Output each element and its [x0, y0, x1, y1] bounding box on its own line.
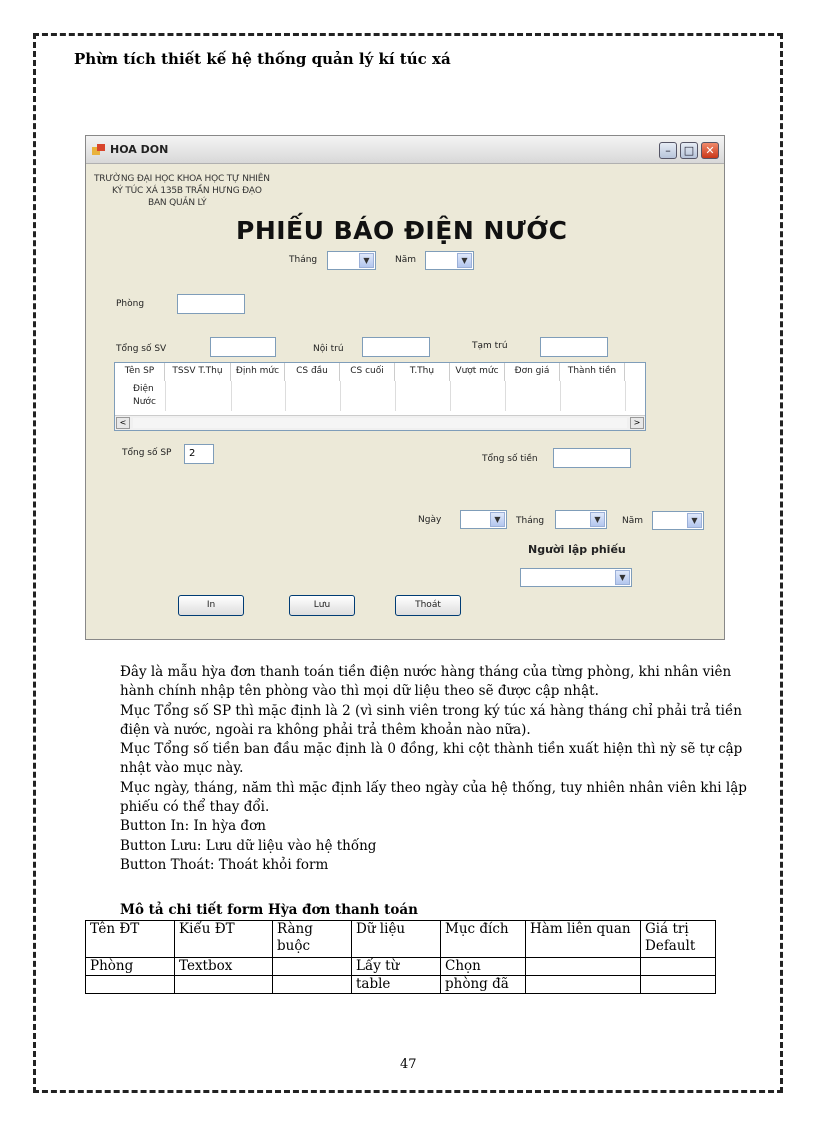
grid-header: [115, 363, 645, 381]
chevron-down-icon: ▼: [590, 512, 605, 527]
page-number: 47: [400, 1057, 417, 1072]
grid-col-header[interactable]: Vượt mức: [450, 363, 505, 381]
form-heading: PHIẾU BÁO ĐIỆN NƯỚC: [236, 216, 568, 245]
month-select[interactable]: [327, 251, 376, 270]
chevron-down-icon: ▼: [687, 513, 702, 528]
grid-col-header[interactable]: TSSV T.Thụ: [165, 363, 231, 381]
grid-col-header[interactable]: T.Thụ: [395, 363, 450, 381]
horizontal-scrollbar[interactable]: [115, 415, 645, 430]
table-header-cell: Mục đích: [441, 921, 526, 958]
table-cell: [641, 958, 716, 976]
spec-title: Mô tả chi tiết form Hỳa đơn thanh toán: [120, 902, 418, 918]
table-cell: [526, 958, 641, 976]
description-paragraph: Button In: In hỳa đơn: [120, 818, 266, 835]
total-products-label: Tổng số SP: [122, 448, 172, 458]
boarding-label: Nội trú: [313, 344, 344, 354]
school-line-3: BAN QUẢN LÝ: [148, 198, 207, 208]
chevron-down-icon: ▼: [490, 512, 505, 527]
school-line-2: KÝ TÚC XÁ 135B TRẦN HƯNG ĐẠO: [112, 186, 262, 196]
table-cell: [175, 976, 273, 994]
school-line-1: TRƯỜNG ĐẠI HỌC KHOA HỌC TỰ NHIÊN: [94, 174, 270, 184]
table-cell: table: [352, 976, 441, 994]
table-header-row: [86, 921, 716, 958]
grid-col-header[interactable]: Thành tiền: [560, 363, 625, 381]
total-amount-label: Tổng số tiền: [482, 454, 538, 464]
total-products-input[interactable]: 2: [184, 444, 214, 464]
table-cell: [526, 976, 641, 994]
table-header-cell: Giá trị Default: [641, 921, 716, 958]
spec-table: [85, 920, 716, 994]
description-paragraph: Mục Tổng số SP thì mặc định là 2 (vì sinh viên trong ký túc xá hàng tháng chỉ phải trả tiền điện và nước, ngoài ra không phải trả thêm khoản nào nữa).: [120, 702, 742, 738]
table-cell: [641, 976, 716, 994]
grid-col-header[interactable]: Đơn giá: [505, 363, 560, 381]
table-cell: Textbox: [175, 958, 273, 976]
print-button[interactable]: In: [178, 595, 244, 616]
table-cell: Phòng: [86, 958, 175, 976]
creator-select[interactable]: [520, 568, 632, 587]
description-paragraph: Đây là mẫu hỳa đơn thanh toán tiền điện nước hàng tháng của từng phòng, khi nhân viên hành chính nhập tên phòng vào thì mọi dữ liệu theo sẽ được cập nhật.: [120, 664, 732, 700]
scroll-left-icon[interactable]: <: [116, 417, 130, 429]
description-paragraph: Mục ngày, tháng, năm thì mặc định lấy theo ngày của hệ thống, tuy nhiên nhân viên khi lập phiếu có thể thay đổi.: [120, 779, 747, 816]
chevron-down-icon: ▼: [615, 570, 630, 585]
creator-label: Người lập phiếu: [528, 543, 626, 556]
chevron-down-icon: ▼: [359, 253, 374, 268]
table-header-cell: Tên ĐT: [86, 921, 175, 958]
table-row: [86, 976, 716, 994]
year-select[interactable]: [425, 251, 474, 270]
minimize-button[interactable]: –: [659, 142, 677, 159]
chevron-down-icon: ▼: [457, 253, 472, 268]
description: [120, 663, 760, 875]
description-paragraph: Button Thoát: Thoát khỏi form: [120, 856, 329, 873]
month-label: Tháng: [289, 255, 318, 265]
temp-input[interactable]: [540, 337, 608, 357]
grid-row-label: Điện: [133, 384, 154, 394]
month2-label: Tháng: [516, 516, 545, 526]
grid-col-header[interactable]: CS cuối: [340, 363, 395, 381]
hoa-don-window: [85, 135, 725, 640]
invoice-grid[interactable]: [114, 362, 646, 431]
close-button[interactable]: ✕: [701, 142, 719, 159]
total-amount-input[interactable]: [553, 448, 631, 468]
year2-select[interactable]: [652, 511, 704, 530]
window-title: HOA DON: [110, 143, 169, 156]
year-label: Năm: [395, 255, 417, 265]
grid-col-header[interactable]: Tên SP: [115, 363, 165, 381]
grid-row-water[interactable]: [115, 396, 645, 409]
year2-label: Năm: [622, 516, 644, 526]
table-row: [86, 958, 716, 976]
description-paragraph: Button Lưu: Lưu dữ liệu vào hệ thống: [120, 837, 377, 854]
room-input[interactable]: [177, 294, 245, 314]
window-titlebar: [86, 136, 724, 164]
boarding-input[interactable]: [362, 337, 430, 357]
table-header-cell: Hàm liên quan: [526, 921, 641, 958]
scroll-right-icon[interactable]: >: [630, 417, 644, 429]
grid-col-header[interactable]: CS đầu: [285, 363, 340, 381]
table-cell: phòng đã: [441, 976, 526, 994]
table-header-cell: Dữ liệu: [352, 921, 441, 958]
document-title: Phừn tích thiết kế hệ thống quản lý kí túc xá: [74, 50, 451, 68]
table-header-cell: Kiểu ĐT: [175, 921, 273, 958]
save-button[interactable]: Lưu: [289, 595, 355, 616]
table-cell: [273, 976, 352, 994]
exit-button[interactable]: Thoát: [395, 595, 461, 616]
maximize-button[interactable]: □: [680, 142, 698, 159]
grid-col-header[interactable]: Định mức: [231, 363, 285, 381]
temp-label: Tạm trú: [472, 341, 508, 351]
grid-row-electric[interactable]: [115, 383, 645, 396]
day-select[interactable]: [460, 510, 507, 529]
app-icon: [92, 144, 105, 155]
table-cell: Chọn: [441, 958, 526, 976]
table-cell: [86, 976, 175, 994]
description-paragraph: Mục Tổng số tiền ban đầu mặc định là 0 đồng, khi cột thành tiền xuất hiện thì nỳ sẽ tự cập nhật vào mục này.: [120, 741, 743, 777]
total-students-label: Tổng số SV: [116, 344, 167, 354]
table-header-cell: Ràng buộc: [273, 921, 352, 958]
month2-select[interactable]: [555, 510, 607, 529]
total-students-input[interactable]: [210, 337, 276, 357]
scroll-thumb[interactable]: [133, 418, 627, 428]
room-label: Phòng: [116, 299, 145, 309]
table-cell: Lấy từ: [352, 958, 441, 976]
day-label: Ngày: [418, 515, 442, 525]
table-cell: [273, 958, 352, 976]
grid-row-label: Nước: [133, 397, 156, 407]
